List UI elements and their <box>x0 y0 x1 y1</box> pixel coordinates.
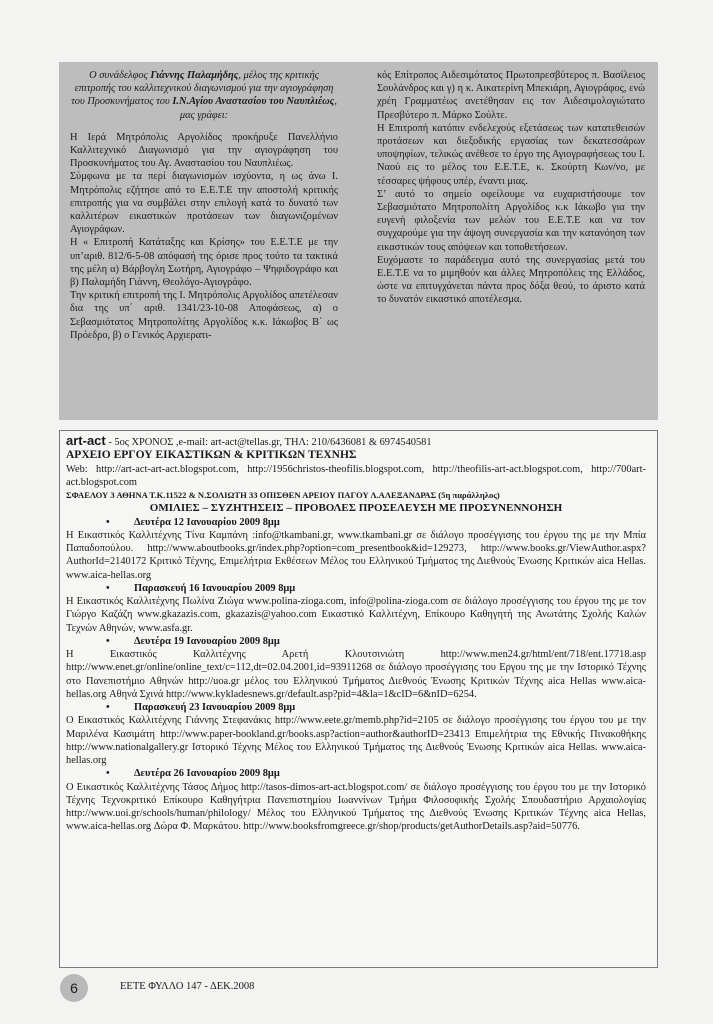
page-number: 6 <box>60 974 88 1002</box>
paragraph: Σ’ αυτό το σημείο οφείλουμε να ευχαριστήσουμε τον Σεβασμιότατο Μητροπολίτη Αργολίδος κ.κ Ιάκωβο για την ευγενή φιλοξενία των μελών του Ε.Ε.Τ.Ε και να τον συγχαρούμε για την άψογη συνεργασία και την κατανόηση των εικαστικών τους απόψεων και τοποθετήσεων. <box>377 188 645 253</box>
bullet-icon: • <box>106 582 110 594</box>
article-right-column <box>377 69 645 307</box>
event-description: Ο Εικαστικός Καλλιτέχνης Γιάννης Στεφανάκις http://www.eete.gr/memb.php?id=2105 σε διάλογο προσέγγισης του έργου του με την Μαριλένα Κασιμάτη http://www.paper-bookland.gr/books.asp?action=author&authorID=23413 Επιμελήτρια της Εθνικής Πινακοθήκης http://www.nationalgallery.gr Ιστορικό Τέχνης Μέλος του Ελληνικού Τμήματος της Διεθνούς Ένωσης Κριτικών aica Hellas. www.aica-hellas.org <box>66 715 646 766</box>
church-name: Ι.Ν.Αγίου Αναστασίου του Ναυπλιέως <box>172 96 335 108</box>
event-date <box>66 767 646 780</box>
author-name: Γιάννης Παλαμήδης <box>150 70 239 81</box>
talks-heading: ΟΜΙΛΙΕΣ – ΣΥΖΗΤΗΣΕΙΣ – ΠΡΟΒΟΛΕΣ ΠΡΟΣΕΛΕΥΣΗ ΜΕ ΠΡΟΣΥΝΕΝΝΟΗΣΗ <box>149 502 563 515</box>
event-date-label: Παρασκευή 23 Ιανουαρίου 2009 8μμ <box>134 702 296 713</box>
event-date-label: Δευτέρα 26 Ιανουαρίου 2009 8μμ <box>134 768 280 780</box>
info-box <box>66 434 646 834</box>
event-date <box>66 516 646 529</box>
event-description: Η Εικαστικός Καλλιτέχνης Πωλίνα Ζιώγα www.polina-zioga.com, info@polina-zioga.com σε διάλογο προσέγγισης του έργου της με τον Γιώργο Καζάζη www.gkazazis.com, gkazazis@yahoo.com Εικαστικό Καλλιτέχνη, Επίκουρο Καθηγητή της Ανωτάτης Σχολής Καλών Τεχνών Αθηνών, www.asfa.gr. <box>66 596 646 634</box>
intro-text: Ο συνάδελφος <box>89 70 151 81</box>
info-header <box>66 434 646 449</box>
event-date <box>66 701 646 714</box>
paragraph: κός Επίτροπος Αιδεσιμότατος Πρωτοπρεσβύτερος π. Βασίλειος Σουλάνδρος και γ) η κ. Αικατερίνη Μπεκιάρη, Αγιογράφος, ενώ χρέη Γραμματέως ανετέθησαν εις τον Αιδεσιμολογιώτατο Πρεσβύτερο π. Μάρκο Σούλτε. <box>377 70 645 121</box>
event-date-label: Δευτέρα 19 Ιανουαρίου 2009 8μμ <box>134 635 280 647</box>
paragraph: Η « Επιτροπή Κατάταξης και Κρίσης» του Ε.Ε.Τ.Ε με την υπ’αριθ. 812/6-5-08 απόφασή της όρισε προς τούτο τα τακτικά της μέλη α) Βάρβογλη Σωτήρη, Αγιογράφο – Ψηφιδογράφο και β) Παλαμήδη Γιάννη, Θεολόγο-Αγιογράφο. <box>70 237 338 289</box>
event-date <box>66 582 646 595</box>
web-links: Web: http://art-act-art-act.blogspot.com, http://1956christos-theofilis.blogspot.com, http://theofilis-art-act.blogspot.com, http://700art-act.blogspot.com <box>66 463 646 488</box>
bullet-icon: • <box>106 768 110 780</box>
paragraph: Η Ιερά Μητρόπολις Αργολίδος προκήρυξε Πανελλήνιο Καλλιτεχνικό Διαγωνισμό για την αγιογράφηση του Προσκυνήματος του Αγ. Αναστασίου του Ναυπλιέως. <box>70 131 338 170</box>
event-description: Ο Εικαστικός Καλλιτέχνης Τάσος Δήμος http://tasos-dimos-art-act.blogspot.com/ σε διάλογο προσέγγισης του έργου του με την Ιστορικό Τέχνης Τεχνοκριτικό Επίκουρο Καθηγήτρια Πανεπιστημίου Ιωαννίνων Τμήμα Φιλοσοφικής Σχολής Σπουδαστήριο Αρχαιολογίας http://www.uoi.gr/schools/human/philology/ Μέλος του Ελληνικού Τμήματος της Διεθνούς Ένωσης Κριτικών Τέχνης aica Hellas, www.aica-hellas.org Δώρα Φ. Μαρκάτου. http://www.booksfromgreece.gr/shop/products/getAuthorDetails.asp?aid=50776. <box>66 781 646 833</box>
page-footer <box>60 974 660 1002</box>
event-description: Η Εικαστικός Καλλιτέχνης Αρετή Κλουτσινιώτη http://www.men24.gr/html/ent/718/ent.17718.asp http://www.enet.gr/online/online_text/c=112,dt=02.04.2001,id=93911268 σε διάλογο προσέγγισης του Εργου της με την Ιστορικό Τέχνης στο Πανεπιστήμιο Αθηνών http://uoa.gr μέλος του Ελληνικού Τμήματος Διεθνούς Ένωσης Κριτικών Τέχνης aica Hellas www.aica-hellas.org Αθηνά Σχινά http://www.kykladesnews.gr/default.asp?pid=4&la=1&cID=6&nID=6254. <box>66 649 646 700</box>
paragraph: Την κριτική επιτροπή της Ι. Μητρόπολις Αργολίδος απετέλεσαν δια της υπ΄ αριθ. 1341/23-10-08 Αποφάσεως, α) ο Σεβασμιότατος Μητροπολίτης Αργολίδος κ.κ. Ιάκωβος Β΄ ως Πρόεδρο, β) ο Γενικός Αρχιερατι- <box>70 290 338 341</box>
intro-text: , μέλος της κριτικής επιτροπής του καλλιτεχνικού διαγωνισμού για την αγιογράφηση του Προσκυνήματος του <box>71 70 334 108</box>
intro-text: , μας γράφει: <box>179 96 337 121</box>
event-date <box>66 635 646 648</box>
article-left-column <box>70 69 338 342</box>
issue-label: ΕΕΤΕ ΦΥΛΛΟ 147 - ΔΕΚ.2008 <box>120 981 255 992</box>
bullet-icon: • <box>106 635 110 647</box>
bullet-icon: • <box>106 516 110 528</box>
archive-title: ΑΡΧΕΙΟ ΕΡΓΟΥ ΕΙΚΑΣΤΙΚΩΝ & ΚΡΙΤΙΚΩΝ ΤΕΧΝΗΣ <box>66 449 357 462</box>
event-date-label: Δευτέρα 12 Ιανουαρίου 2009 8μμ <box>134 516 280 528</box>
address-line: ΣΦΑΕΛΟΥ 3 ΑΘΗΝΑ Τ.Κ.11522 & Ν.ΣΟΛΙΩΤΗ 33 ΟΠΙΣΘΕΝ ΑΡΕΙΟΥ ΠΑΓΟΥ Λ.ΑΛΕΞΑΝΔΡΑΣ (5η παράλληλος) <box>66 490 500 500</box>
article-intro <box>70 69 338 122</box>
paragraph: Σύμφωνα με τα περί διαγωνισμών ισχύοντα, η ως άνω Ι. Μητρόπολις εζήτησε από το Ε.Ε.Τ.Ε την αποστολή κριτικής επιτροπής για να συμβάλει στην επιλογή κατά το δυνατό των καλλιτέρων εικαστικών προτάσεων των διαγωνιζομένων Αγιογράφων. <box>70 171 338 236</box>
event-description: Η Εικαστικός Καλλιτέχνης Τίνα Καμπάνη :info@tkambani.gr, www.tkambani.gr σε διάλογο προσέγγισης του έργου της με την Μπία Παπαδοπούλου. http://www.aboutbooks.gr/index.php?option=com_presentbook&id=129273, http://www.books.gr/ViewAuthor.aspx?AuthorId=2140172 Κριτικό Τέχνης, Επιμελήτρια Εκθέσεων Μέλος του Ελληνικού Τμήματος της Διεθνούς Ένωσης Κριτικών aica Hellas. www.aica-hellas.org <box>66 529 646 581</box>
bullet-icon: • <box>106 702 110 713</box>
contact-line: - 5ος ΧΡΟΝΟΣ ,e-mail: art-act@tellas.gr, ΤΗΛ: 210/6436081 & 6974540581 <box>105 437 432 448</box>
paragraph: Η Επιτροπή κατόπιν ενδελεχούς εξετάσεως των κατατεθεισών προτάσεων και διεξοδικής εργασίας των δεκατεσσάρων υποψηφίων, τελικώς ανέθεσε το έργο της Αγιογραφήσεως του Ι. Ναού εις το μέλος του Ε.Ε.Τ.Ε, κ. Σκούρτη Κων/νο, με τέσσαρες ψήφους υπέρ, έναντι μιας. <box>377 122 645 187</box>
event-date-label: Παρασκευή 16 Ιανουαρίου 2009 8μμ <box>134 582 296 594</box>
brand-name: art-act <box>66 433 106 448</box>
paragraph: Ευχόμαστε το παράδειγμα αυτό της συνεργασίας μετά του Ε.Ε.Τ.Ε να το μιμηθούν και άλλες Μητροπόλεις της Ελλάδος, ώστε να επιτυγχάνεται πάντα προς δόξα θεού, το άριστο κατά το δυνατόν εικαστικό αποτέλεσμα. <box>377 254 645 306</box>
